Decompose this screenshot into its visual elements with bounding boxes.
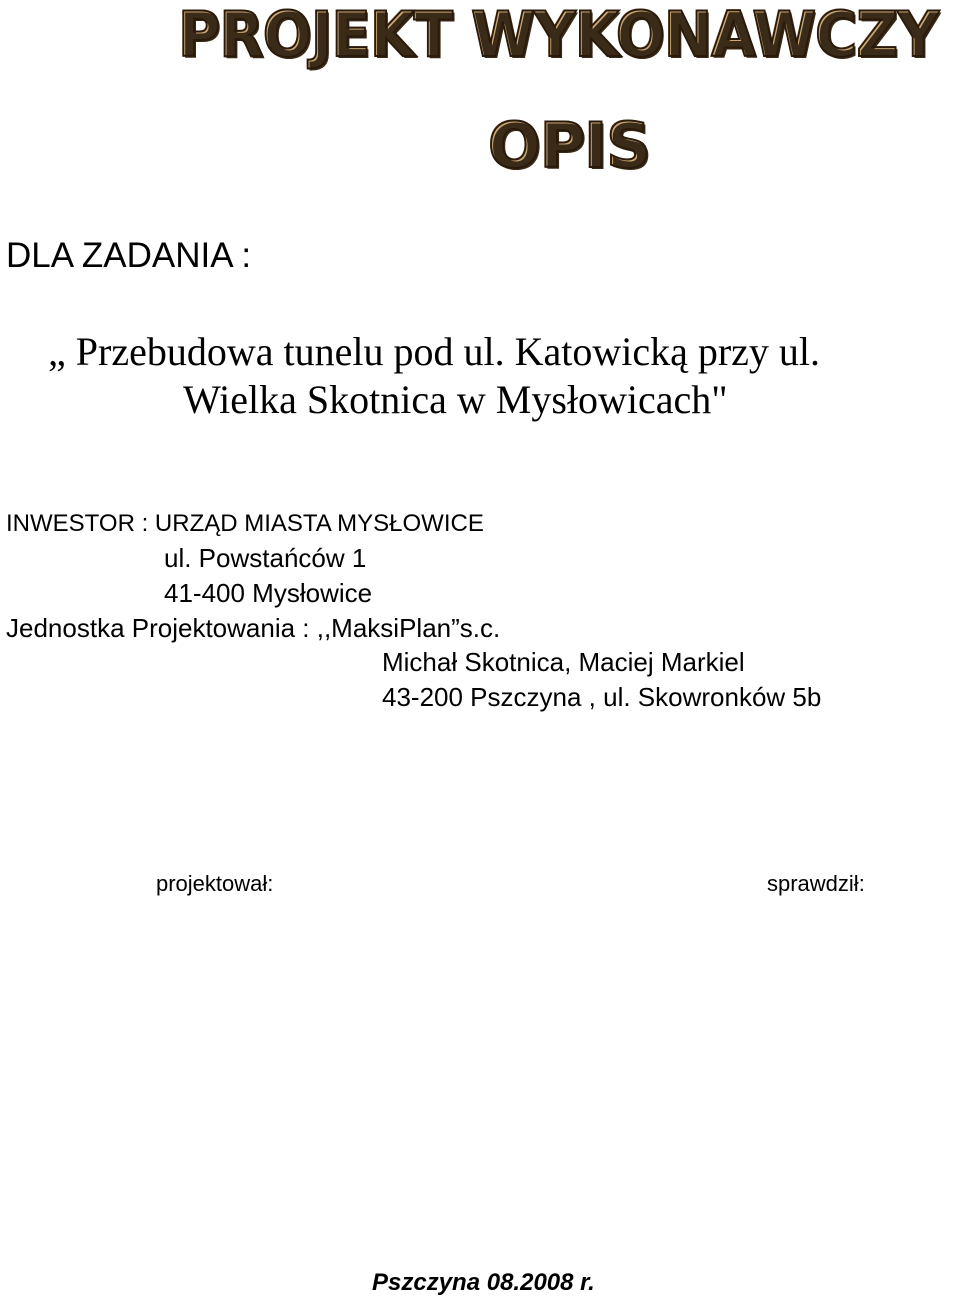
project-name-line-1: „ Przebudowa tunelu pod ul. Katowicką przy ul. bbox=[48, 329, 821, 374]
task-heading: DLA ZADANIA : bbox=[6, 236, 252, 275]
investor-city: 41-400 Mysłowice bbox=[164, 578, 373, 608]
checked-by-label: sprawdził: bbox=[767, 871, 865, 896]
design-unit-line: Jednostka Projektowania : ,,MaksiPlan”s.c. bbox=[6, 613, 501, 643]
investor-street: ul. Powstańców 1 bbox=[164, 543, 367, 573]
place-date: Pszczyna 08.2008 r. bbox=[372, 1269, 595, 1296]
wordart-subtitle: OPIS bbox=[488, 109, 650, 182]
designed-by-label: projektował: bbox=[156, 871, 274, 896]
project-name-line-2: Wielka Skotnica w Mysłowicach" bbox=[183, 377, 728, 422]
design-unit-address: 43-200 Pszczyna , ul. Skowronków 5b bbox=[382, 682, 822, 712]
investor-line: INWESTOR : URZĄD MIASTA MYSŁOWICE bbox=[6, 510, 484, 537]
wordart-title: PROJEKT WYKONAWCZY bbox=[178, 0, 939, 71]
designers-names: Michał Skotnica, Maciej Markiel bbox=[382, 647, 745, 677]
